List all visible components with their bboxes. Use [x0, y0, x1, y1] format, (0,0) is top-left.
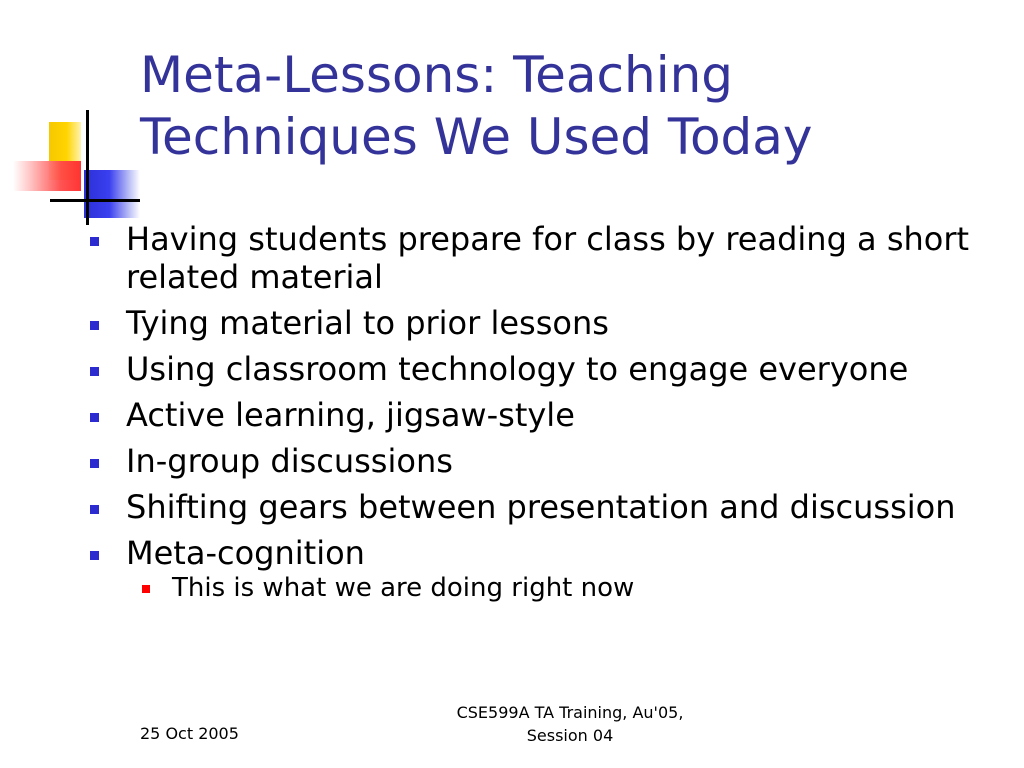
- bullet-text: Having students prepare for class by reading a short related material: [126, 220, 970, 296]
- bullet-text: In-group discussions: [126, 442, 453, 480]
- bullet-item: [90, 220, 1000, 296]
- bullet-square-icon: [90, 413, 99, 422]
- bullet-text: Tying material to prior lessons: [126, 304, 609, 342]
- footer-course: [420, 701, 720, 747]
- bullet-item: [90, 350, 1000, 388]
- subbullet-item: [126, 572, 1000, 604]
- logo-red-bar: [13, 161, 81, 191]
- logo-horizontal-line: [50, 199, 140, 202]
- bullet-list: [90, 220, 1000, 612]
- bullet-square-icon: [90, 459, 99, 468]
- title-line-2: Techniques We Used Today: [140, 108, 813, 166]
- footer-date: 25 Oct 2005: [140, 724, 239, 743]
- bullet-square-icon: [90, 321, 99, 330]
- bullet-text: Meta-cognition: [126, 534, 365, 572]
- bullet-square-icon: [90, 367, 99, 376]
- slide-title: [140, 44, 1000, 168]
- title-line-1: Meta-Lessons: Teaching: [140, 46, 734, 104]
- bullet-item: [90, 534, 1000, 604]
- bullet-text: Active learning, jigsaw-style: [126, 396, 575, 434]
- subbullet-square-icon: [142, 585, 150, 593]
- bullet-square-icon: [90, 505, 99, 514]
- logo-vertical-line: [86, 110, 89, 225]
- bullet-item: [90, 304, 1000, 342]
- bullet-square-icon: [90, 237, 99, 246]
- logo-blue-square: [84, 170, 140, 218]
- bullet-item: [90, 442, 1000, 480]
- bullet-text: Using classroom technology to engage everyone: [126, 350, 909, 388]
- subbullet-text: This is what we are doing right now: [172, 573, 635, 603]
- decorative-logo: [0, 0, 140, 240]
- bullet-square-icon: [90, 551, 99, 560]
- bullet-item: [90, 396, 1000, 434]
- footer-course-line-2: Session 04: [526, 726, 614, 745]
- footer-course-line-1: CSE599A TA Training, Au'05,: [456, 703, 684, 722]
- bullet-item: [90, 488, 1000, 526]
- bullet-text: Shifting gears between presentation and discussion: [126, 488, 956, 526]
- subbullet-list: [126, 572, 1000, 604]
